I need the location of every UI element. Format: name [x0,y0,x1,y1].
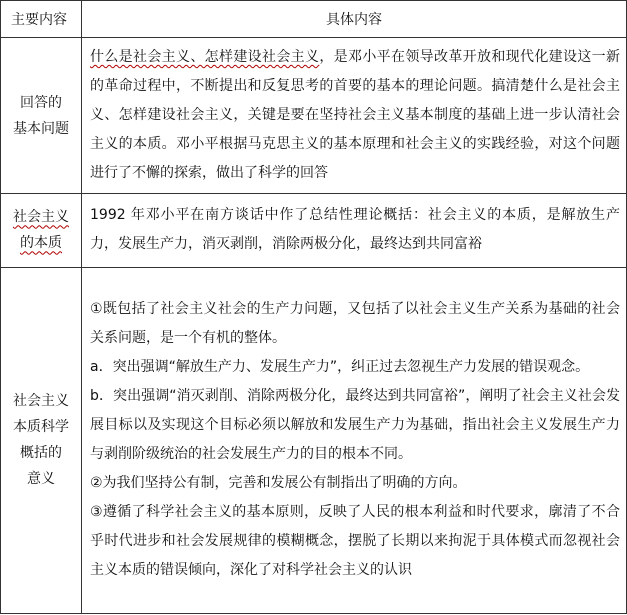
point-1: ①既包括了社会主义社会的生产力问题，又包括了以社会主义生产关系为基础的社会关系问题，是一个有机的整体。 [90,301,620,347]
paragraph-text: ，是邓小平在领导改革开放和现代化建设这一新的革命过程中，不断提出和反复思考的首要的基本的理论问题。搞清楚什么是社会主义、怎样建设社会主义，关键是要在坚持社会主义基本制度的基础上进一步认清社会主义的本质。邓小平根据马克思主义的基本原理和社会主义的实践经验，对这个问题进行了不懈的探索，做出了科学的回答 [90,49,621,182]
label-line: 的本质 [20,235,62,252]
row-content-significance [82,267,627,613]
label-line: 概括的 [20,445,62,462]
row-content-socialism-essence [82,194,627,267]
point-b: b．突出强调“消灭剥削、消除两极分化，最终达到共同富裕”，阐明了社会主义社会发展目标以及实现这个目标必须以解放和发展生产力为基础，指出社会主义发展生产力与剥削阶级统治的社会发展生产力的目的根本不同。 [90,388,620,463]
paragraph: 1992 年邓小平在南方谈话中作了总结性理论概括：社会主义的本质，是解放生产力，发展生产力，消灭剥削，消除两极分化，最终达到共同富裕 [90,207,620,253]
row-label-socialism-essence [1,194,82,267]
label-line: 社会主义 [13,209,69,226]
point-2: ②为我们坚持公有制，完善和发展公有制指出了明确的方向。 [90,475,467,492]
row-content-basic-question [82,38,627,194]
row-label-significance [1,267,82,613]
paragraph [90,43,620,188]
label-line: 基本问题 [13,120,69,137]
table-row [1,38,627,194]
header-detail-content: 具体内容 [82,1,627,38]
point-a: a．突出强调“解放生产力、发展生产力”，纠正过去忽视生产力发展的错误观念。 [90,359,590,376]
underlined-question: 什么是社会主义、怎样建设社会主义 [90,49,320,66]
row-label-basic-question [1,38,82,194]
header-main-content: 主要内容 [1,1,82,38]
table-row [1,267,627,613]
point-3: ③遵循了科学社会主义的基本原则，反映了人民的根本利益和时代要求，廓清了不合乎时代进步和社会发展规律的模糊概念，摆脱了长期以来拘泥于具体模式而忽视社会主义本质的错误倾向，深化了对科学社会主义的认识 [90,504,620,579]
label-line: 意义 [27,471,55,488]
table-row [1,194,627,267]
label-line: 本质科学 [13,419,69,436]
table-header-row [1,1,627,38]
label-line: 社会主义 [13,393,69,410]
label-line: 回答的 [20,94,62,111]
